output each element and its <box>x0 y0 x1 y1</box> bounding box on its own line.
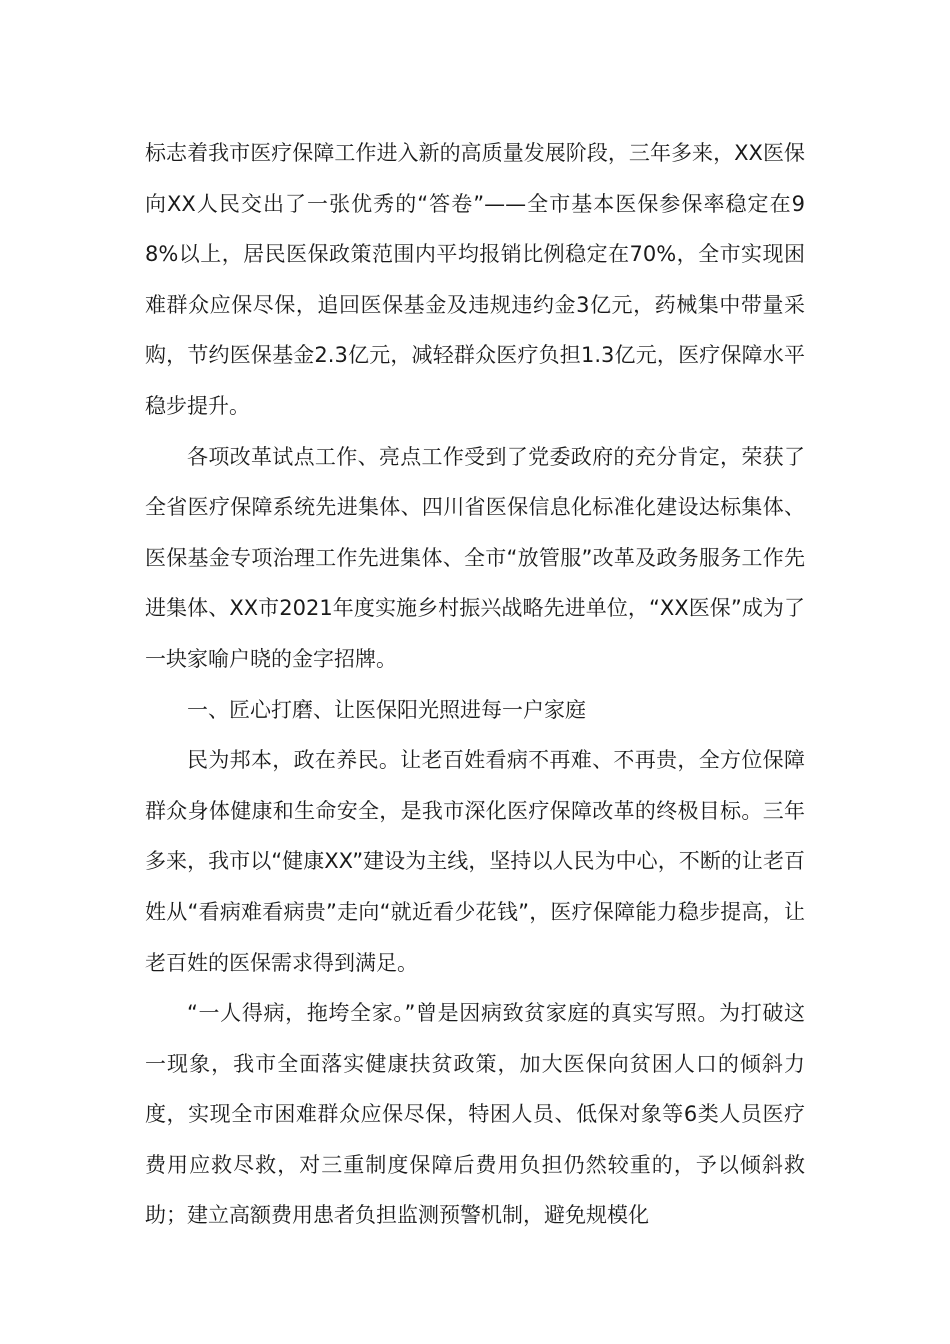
section-heading-1: 一、匠心打磨、让医保阳光照进每一户家庭 <box>187 697 586 722</box>
document-body <box>145 128 805 1241</box>
paragraph-poverty-relief: “一人得病，拖垮全家。”曾是因病致贫家庭的真实写照。为打破这一现象，我市全面落实健康扶贫政策，加大医保向贫困人口的倾斜力度，实现全市困难群众应保尽保，特困人员、低保对象等6类人员医疗费用应救尽救，对三重制度保障后费用负担仍然较重的，予以倾斜救助；建立高额费用患者负担监测预警机制，避免规模化 <box>145 1001 805 1228</box>
paragraph-people-first: 民为邦本，政在养民。让老百姓看病不再难、不再贵，全方位保障群众身体健康和生命安全，是我市深化医疗保障改革的终极目标。三年多来，我市以“健康XX”建设为主线，坚持以人民为中心，不断的让老百姓从“看病难看病贵”走向“就近看少花钱”，医疗保障能力稳步提高，让老百姓的医保需求得到满足。 <box>145 748 805 975</box>
paragraph-achievements-summary: 标志着我市医疗保障工作进入新的高质量发展阶段，三年多来，XX医保向XX人民交出了一张优秀的“答卷”——全市基本医保参保率稳定在98%以上，居民医保政策范围内平均报销比例稳定在70%，全市实现困难群众应保尽保，追回医保基金及违规违约金3亿元，药械集中带量采购，节约医保基金2.3亿元，减轻群众医疗负担1.3亿元，医疗保障水平稳步提升。 <box>145 141 805 418</box>
paragraph-honors: 各项改革试点工作、亮点工作受到了党委政府的充分肯定，荣获了全省医疗保障系统先进集体、四川省医保信息化标准化建设达标集体、医保基金专项治理工作先进集体、全市“放管服”改革及政务服务工作先进集体、XX市2021年度实施乡村振兴战略先进单位，“XX医保”成为了一块家喻户晓的金字招牌。 <box>145 444 805 671</box>
